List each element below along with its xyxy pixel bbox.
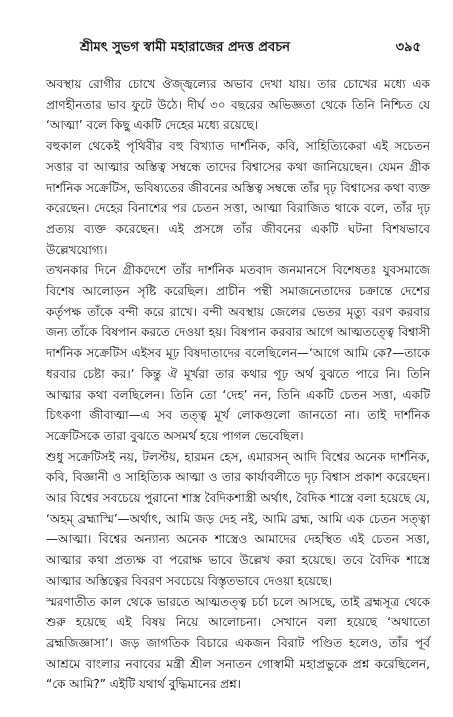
paragraph-5: স্মরণাতীত কাল থেকে ভারতে আত্মতত্ত্ব চর্চা চলে আসছে, তাই ব্রহ্মসূত্র থেকে শুরু হয়েছে এই বিষয় নিয়ে আলোচনা। সেখানে বলা হয়েছে ‘অথাতো ব্রহ্মজিজ্ঞাসা’। জড় জাগতিক বিচারে একজন বিরাট পণ্ডিত হলেও, তাঁর পূর্ব আশ্রমে বাংলার নবাবের মন্ত্রী শ্রীল সনাতন গোস্বামী মহাপ্রভুকে প্রশ্ন করেছিলেন, “কে আমি?” এইটি যথার্থ বুদ্ধিমানের প্রশ্ন। xyxy=(46,594,430,692)
page-number: ৩৯৫ xyxy=(395,40,421,55)
body-text xyxy=(46,74,430,695)
paragraph-2: বহুকাল থেকেই পৃথিবীর বহু বিখ্যাত দার্শনিক, কবি, সাহিত্যিকেরা এই সচেতন সত্তার বা আত্মার অস্তিত্ব সম্বন্ধে তাদের বিশ্বাসের কথা জানিয়েছেন। যেমন গ্রীক দার্শনিক সক্রেটিস, ভবিষ্যতের জীবনের অস্তিত্ব সম্বন্ধে তাঁর দৃঢ় বিশ্বাসের কথা ব্যক্ত করেছেন। দেহের বিনাশের পর চেতন সত্তা, আত্মা বিরাজিত থাকে বলে, তাঁর দৃঢ় প্রত্যয় ব্যক্ত করেছেন। এই প্রসঙ্গে তাঁর জীবনের একটি ঘটনা বিশষভাবে উল্লেখযোগ্য। xyxy=(46,139,430,257)
running-head: শ্রীমৎ সুভগ স্বামী মহারাজের প্রদত্ত প্রবচন xyxy=(80,40,291,55)
paragraph-3: তখনকার দিনে গ্রীকদেশে তাঁর দার্শনিক মতবাদ জনমানসে বিশেষতঃ যুবসমাজে বিশেষ আলোড়ন সৃষ্টি করেছিল। প্রাচীন পন্থী সমাজনেতাদের চক্রান্তে দেশের কর্তৃপক্ষ তাঁকে বন্দী করে রাখে। বন্দী অবস্থায় জেলের ভেতর মৃত্যু বরণ করবার জন্য তাঁকে বিষপান করতে দেওয়া হয়। বিষপান করবার আগে আত্মতত্ত্বে বিশ্বাসী দার্শনিক সক্রেটিস এইসব মূঢ় বিষদাতাদের বলেছিলেন—‘আগে আমি কে?—তাকে ধরবার চেষ্টা কর।’ কিন্তু ঐ মূর্খরা তার কথার গূঢ় অর্থ বুঝতে পারে নি। তিনি আত্মার কথা বলছিলেন। তিনি তো ‘দেহ’ নন, তিনি একটি চেতন সত্তা, একটি চিৎকণা জীবাত্মা—এ সব তত্ত্ব মূর্খ লোকগুলো জানতো না। তাই দার্শনিক সক্রেটিসকে তারা বুঝতে অসমর্থ হয়ে পাগল ভেবেছিল। xyxy=(46,263,430,443)
paragraph-1: অবস্থায় রোগীর চোখে ঔজ্জ্বল্যের অভাব দেখা যায়। তার চোখের মধ্যে এক প্রাণহীনতার ভাব ফুটে উঠে। দীর্ঘ ৩০ বছরের অভিজ্ঞতা থেকে তিনি নিশ্চিত যে ‘আত্মা’ বলে কিছু একটি দেহের মধ্যে রয়েছে। xyxy=(46,77,430,133)
page-header xyxy=(40,38,429,60)
paragraph-4: শুধু সক্রেটিসই নয়, টলস্টয়, হারমন হেস, এমারসন্ আদি বিশ্বের অনেক দার্শনিক, কবি, বিজ্ঞানী ও সাহিত্যিক আত্মা ও তার কার্যাবলীতে দৃঢ় বিশ্বাস প্রকাশ করেছেন। আর বিশ্বের সবচেয়ে পুরানো শাস্ত্র বৈদিকশাস্ত্রী অর্থাৎ, বৈদিক শাস্ত্রে বলা হয়েছে যে, ‘অহম্ ব্রহ্মাস্মি’—অর্থাৎ, আমি জড় দেহ নই, আমি ব্রহ্ম, আমি এক চেতন সত্ত্বা—আত্মা। বিশ্বের অন্যান্য অনেক শাস্ত্রেও আমাদের দেহস্থিত এই চেতন সত্তা, আত্মার কথা প্রত্যক্ষ বা পরোক্ষ ভাবে উল্লেখ করা হয়েছে। তবে বৈদিক শাস্ত্রে আত্মার অস্তিত্বের বিবরণ সবচেয়ে বিস্তৃতভাবে দেওয়া হয়েছে। xyxy=(46,449,430,588)
